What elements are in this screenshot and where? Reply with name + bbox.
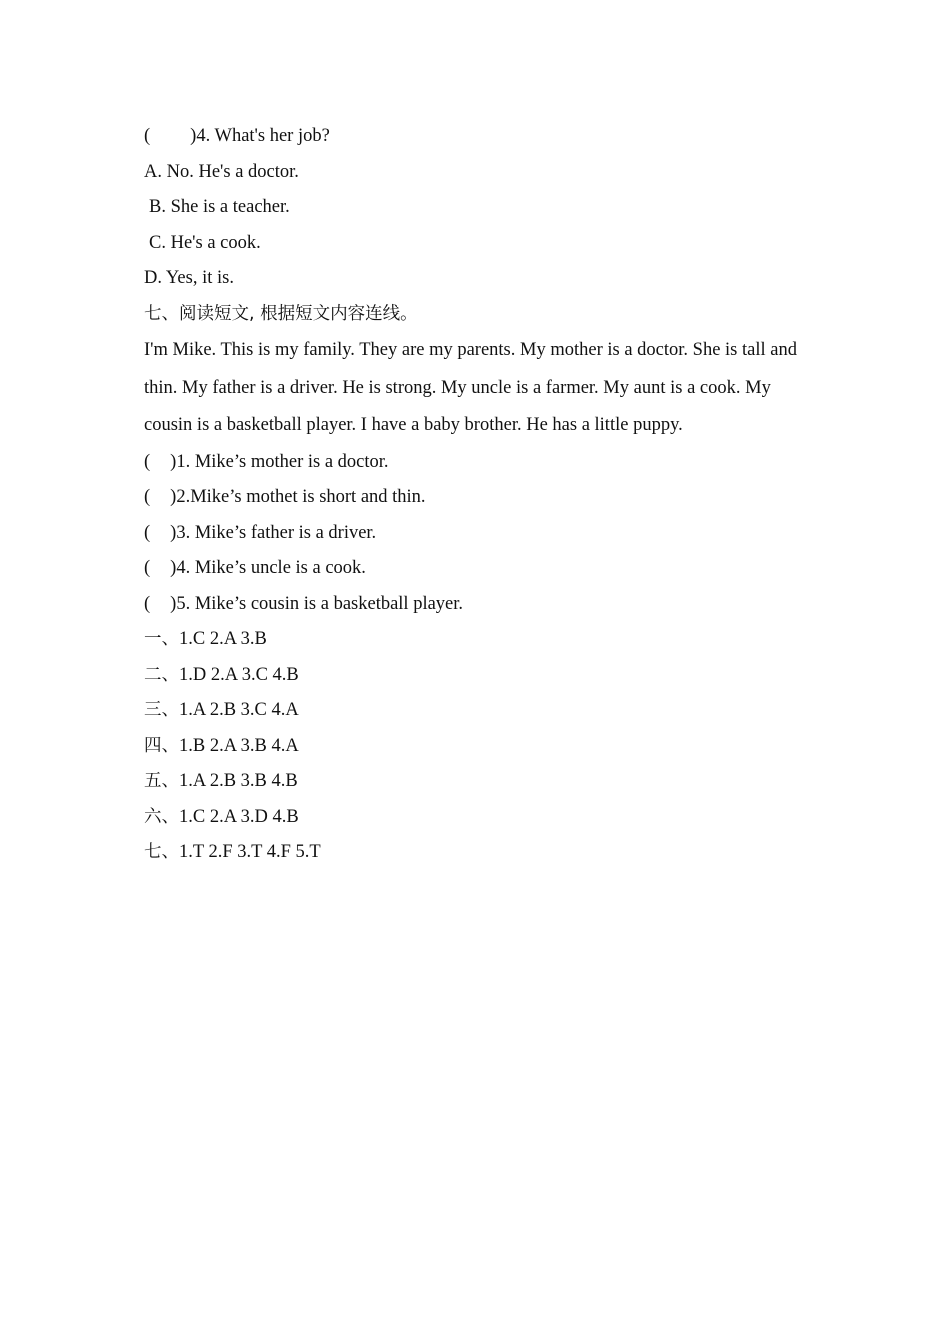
statement-text: )4. Mike’s uncle is a cook.	[170, 558, 366, 578]
answer-key-text: 1.C 2.A 3.B	[179, 629, 267, 649]
option-a: A. No. He's a doctor.	[144, 161, 299, 182]
section-7-heading: 七、阅读短文, 根据短文内容连线。	[144, 303, 418, 324]
answer-key-text: 1.B 2.A 3.B 4.A	[179, 735, 299, 756]
answer-paren-open: (	[144, 558, 151, 578]
question-4-text: )4. What's her job?	[190, 126, 330, 146]
answer-key-3	[144, 693, 804, 729]
answer-key-2	[144, 658, 804, 694]
answer-key-text: 1.T 2.F 3.T 4.F 5.T	[179, 842, 321, 862]
answer-key-5	[144, 764, 804, 800]
answer-key-text: 1.A 2.B 3.C 4.A	[179, 700, 299, 720]
answer-key-label: 一、	[144, 629, 179, 649]
answer-key-text: 1.C 2.A 3.D 4.B	[179, 806, 299, 827]
option-c: C. He's a cook.	[149, 232, 261, 253]
statement-text: )5. Mike’s cousin is a basketball player.	[170, 593, 464, 614]
statement-text: )3. Mike’s father is a driver.	[170, 522, 377, 543]
answer-paren-open: (	[144, 487, 151, 507]
statement-3	[144, 516, 804, 552]
statement-5	[144, 587, 804, 623]
answer-key-6	[144, 800, 804, 836]
answer-key-label: 二、	[144, 664, 179, 685]
answer-key-label: 五、	[144, 771, 179, 791]
statement-2	[144, 480, 804, 516]
answer-key-1	[144, 622, 804, 658]
document-content	[144, 119, 804, 871]
statement-text: )2.Mike’s mothet is short and thin.	[170, 487, 426, 507]
reading-passage: I'm Mike. This is my family. They are my parents. My mother is a doctor. She is tall and thin. My father is a driver. He is strong. My uncle is a farmer. My aunt is a cook. My cousin is a basketball player. I have a baby brother. He has a little puppy.	[144, 340, 797, 435]
answer-key-label: 四、	[144, 735, 179, 756]
answer-paren-open: (	[144, 451, 151, 472]
statement-1	[144, 445, 804, 481]
statement-text: )1. Mike’s mother is a doctor.	[170, 451, 389, 472]
answer-key-4	[144, 729, 804, 765]
answer-paren-open: (	[144, 593, 151, 614]
answer-key-label: 七、	[144, 842, 179, 862]
option-b: B. She is a teacher.	[149, 197, 290, 217]
statement-4	[144, 551, 804, 587]
answer-paren-open: (	[144, 522, 151, 543]
answer-key-7	[144, 835, 804, 871]
answer-key-label: 三、	[144, 700, 179, 720]
answer-paren-open: (	[144, 126, 151, 146]
question-4	[144, 119, 804, 155]
answer-key-text: 1.D 2.A 3.C 4.B	[179, 664, 299, 685]
answer-key-text: 1.A 2.B 3.B 4.B	[179, 771, 298, 791]
option-d: D. Yes, it is.	[144, 268, 234, 288]
answer-key-label: 六、	[144, 806, 179, 827]
